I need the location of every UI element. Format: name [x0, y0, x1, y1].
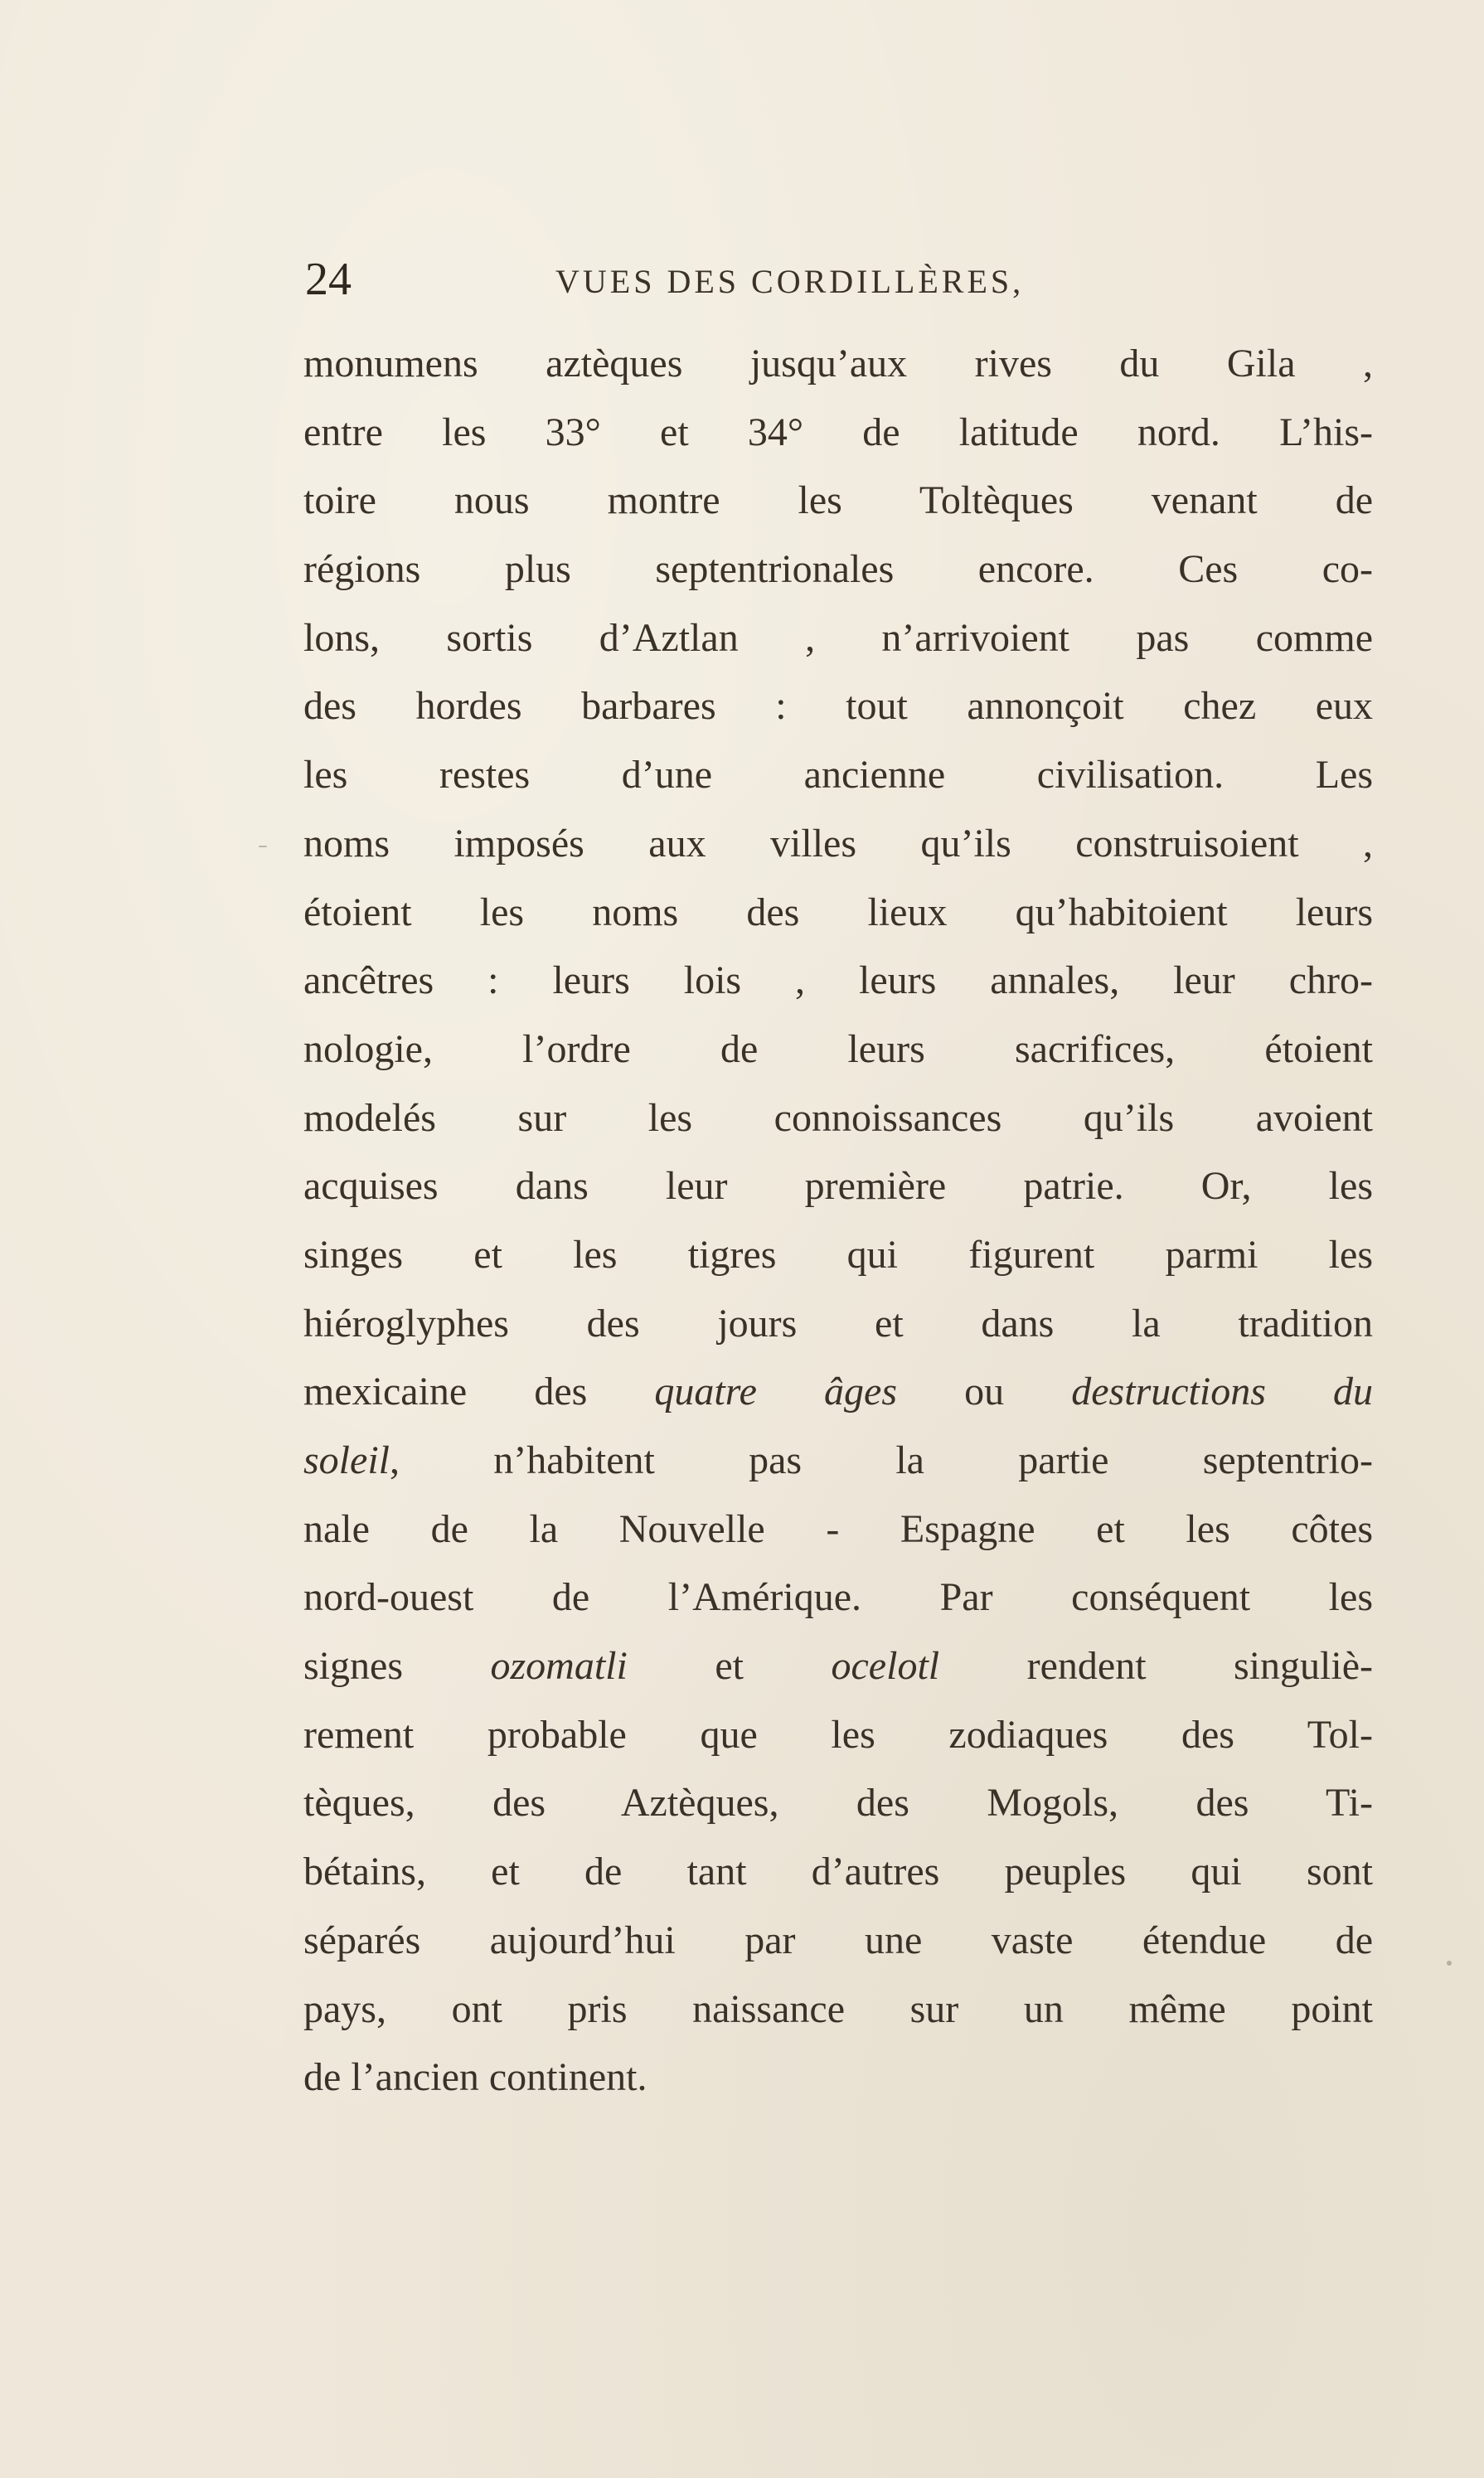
- text-segment: nale de la Nouvelle - Espagne et les côtes: [303, 1506, 1373, 1551]
- text-segment: séparés aujourd’hui par une vaste étendue de: [303, 1918, 1373, 1962]
- text-line: [303, 1221, 1373, 1290]
- text-line: [303, 1769, 1373, 1838]
- text-segment: noms imposés aux villes qu’ils construisoient ,: [303, 821, 1373, 866]
- text-line: [303, 947, 1373, 1016]
- text-segment: mexicaine des: [303, 1370, 655, 1414]
- text-line: [303, 1907, 1373, 1976]
- text-segment: lons, sortis d’Aztlan , n’arrivoient pas comme: [303, 615, 1373, 660]
- text-segment: entre les 33° et 34° de latitude nord. L’his-: [303, 410, 1373, 454]
- text-segment: nologie, l’ordre de leurs sacrifices, étoient: [303, 1026, 1373, 1071]
- italic-text: quatre âges: [654, 1370, 898, 1414]
- text-segment: toire nous montre les Toltèques venant de: [303, 478, 1373, 523]
- text-line: [303, 1358, 1373, 1427]
- text-segment: hiéroglyphes des jours et dans la tradition: [303, 1301, 1373, 1346]
- paper-speck: [1447, 1961, 1452, 1966]
- italic-text: ozomatli: [490, 1644, 628, 1689]
- text-line: [303, 2044, 1373, 2112]
- text-line: [303, 536, 1373, 604]
- text-line: [303, 1084, 1373, 1153]
- text-segment: régions plus septentrionales encore. Ces co-: [303, 547, 1373, 592]
- text-line: [303, 604, 1373, 673]
- page-number: 24: [305, 254, 352, 305]
- text-segment: , n’habitent pas la partie septentrio-: [390, 1438, 1373, 1482]
- text-segment: de l’ancien continent.: [303, 2055, 647, 2100]
- text-line: [303, 1976, 1373, 2044]
- text-segment: rendent singuliè-: [939, 1644, 1374, 1689]
- page-header: [305, 250, 1151, 308]
- text-segment: modelés sur les connoissances qu’ils avoient: [303, 1095, 1373, 1140]
- running-head: VUES DES CORDILLÈRES,: [555, 263, 1025, 300]
- text-segment: signes: [303, 1644, 491, 1689]
- text-line: [303, 1496, 1373, 1564]
- text-line: [303, 741, 1373, 810]
- text-segment: singes et les tigres qui figurent parmi les: [303, 1232, 1373, 1277]
- italic-text: destructions du: [1071, 1370, 1374, 1414]
- text-line: [303, 1290, 1373, 1359]
- text-line: [303, 672, 1373, 741]
- text-segment: nord-ouest de l’Amérique. Par conséquent les: [303, 1575, 1373, 1620]
- text-segment: rement probable que les zodiaques des Tol-: [303, 1712, 1373, 1757]
- text-line: [303, 330, 1373, 399]
- text-segment: ancêtres : leurs lois , leurs annales, leur chro-: [303, 958, 1373, 1003]
- text-line: [303, 1838, 1373, 1907]
- italic-text: ocelotl: [831, 1644, 940, 1689]
- body-text: [303, 330, 1373, 2112]
- text-segment: étoient les noms des lieux qu’habitoient leurs: [303, 890, 1373, 934]
- text-segment: des hordes barbares : tout annonçoit chez eux: [303, 684, 1373, 729]
- text-line: [303, 1016, 1373, 1084]
- text-line: [303, 1632, 1373, 1701]
- paper-speck: [259, 846, 267, 847]
- text-segment: tèques, des Aztèques, des Mogols, des Ti-: [303, 1781, 1373, 1826]
- text-segment: et: [627, 1644, 832, 1689]
- text-segment: les restes d’une ancienne civilisation. Les: [303, 753, 1373, 798]
- text-segment: acquises dans leur première patrie. Or, les: [303, 1164, 1373, 1209]
- text-segment: monumens aztèques jusqu’aux rives du Gila ,: [303, 342, 1373, 386]
- text-line: [303, 467, 1373, 536]
- text-line: [303, 879, 1373, 948]
- text-line: [303, 1152, 1373, 1221]
- text-line: [303, 1564, 1373, 1632]
- text-line: [303, 810, 1373, 879]
- text-line: [303, 399, 1373, 468]
- text-line: [303, 1701, 1373, 1770]
- text-segment: bétains, et de tant d’autres peuples qui sont: [303, 1850, 1373, 1894]
- text-segment: pays, ont pris naissance sur un même point: [303, 1986, 1373, 2031]
- text-line: [303, 1427, 1373, 1496]
- italic-text: soleil: [303, 1438, 390, 1482]
- text-segment: ou: [897, 1370, 1072, 1414]
